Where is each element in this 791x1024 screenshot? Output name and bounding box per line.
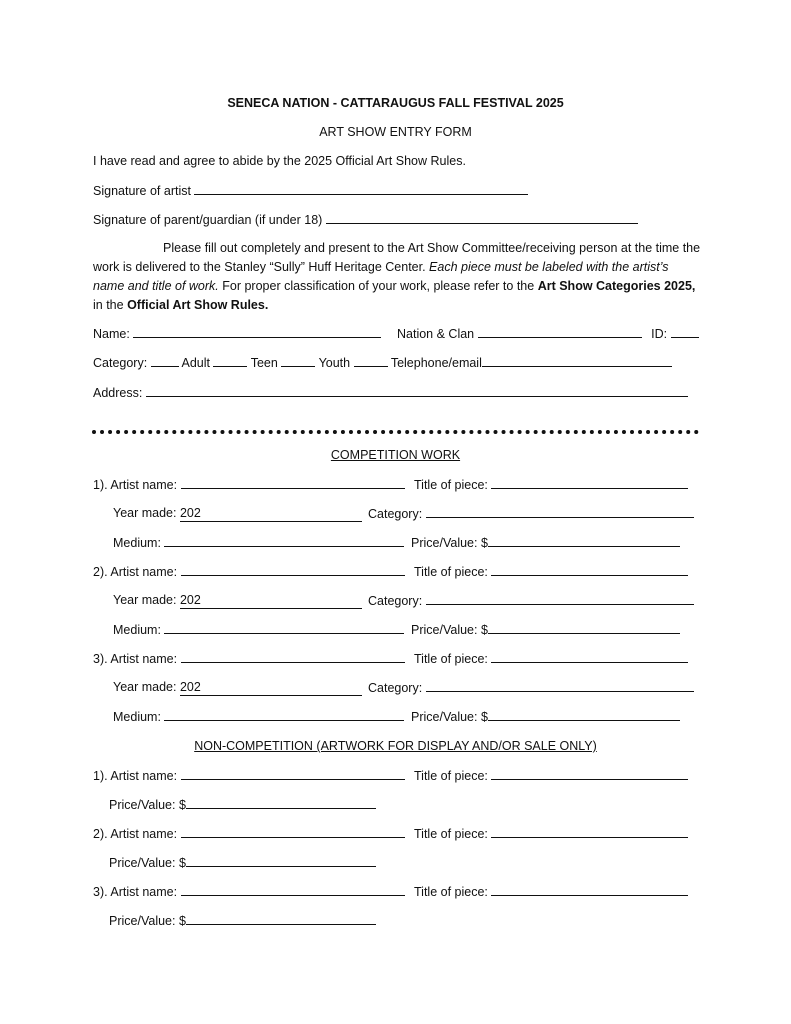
non-competition-entry-1-artist-row [93,767,405,784]
price-label: Price/Value: $ [109,856,186,870]
entry-number: 3). [93,652,108,666]
nation-clan-label: Nation & Clan [397,327,475,341]
medium-label: Medium: [113,710,161,724]
competition-entry-2-medium-row [113,621,404,638]
medium-field[interactable] [164,621,404,634]
competition-heading: COMPETITION WORK [330,448,461,462]
medium-field[interactable] [164,708,404,721]
title-of-piece-label: Title of piece: [414,827,488,841]
entry-number: 3). [93,885,108,899]
medium-field[interactable] [164,534,404,547]
artist-name-label: Artist name: [110,478,178,492]
price-field[interactable] [488,534,680,547]
artist-name-field[interactable] [181,476,405,489]
competition-entry-2-title-row [414,563,688,580]
category-field[interactable] [426,592,694,605]
year-made-label: Year made: [113,593,177,607]
title-of-piece-label: Title of piece: [414,769,488,783]
competition-entry-3-year-row [113,679,362,696]
title-of-piece-field[interactable] [491,767,688,780]
instructions-text-1: Please fill out completely and present to the Art Show Committee/receiving person at the time the work is delivered to the Stanley “Sully” Huff Heritage Center. [93,241,701,274]
year-prefix: 202 [179,680,201,694]
non-competition-entry-3-price-row [109,912,376,929]
price-field[interactable] [186,854,376,867]
name-field[interactable] [133,325,381,338]
telephone-label: Telephone/email [390,356,482,370]
artist-name-field[interactable] [181,563,405,576]
adult-checkbox-field[interactable] [151,354,179,367]
price-field[interactable] [488,708,680,721]
competition-entry-3-price-row [411,708,680,725]
non-competition-entry-1-title-row [414,767,688,784]
non-competition-entry-2-title-row [414,825,688,842]
artist-name-label: Artist name: [110,565,178,579]
category-label: Category: [368,507,423,521]
artist-name-field[interactable] [181,825,405,838]
non-competition-entry-1-price-row [109,796,376,813]
price-label: Price/Value: $ [411,536,488,550]
address-row [93,384,688,401]
medium-label: Medium: [113,623,161,637]
category-field[interactable] [426,505,694,518]
title-of-piece-label: Title of piece: [414,652,488,666]
instructions-paragraph [93,239,703,315]
teen-checkbox-field[interactable] [213,354,247,367]
name-row [93,325,381,342]
entry-number: 2). [93,827,108,841]
title-of-piece-label: Title of piece: [414,565,488,579]
instructions-text-3: For proper classification of your work, please refer to the [222,279,535,293]
competition-entry-1-category-row [368,505,694,522]
artist-signature-row [93,182,528,199]
entry-number: 1). [93,769,108,783]
form-subtitle: ART SHOW ENTRY FORM [319,125,472,139]
teen-label: Teen [250,356,278,370]
non-competition-entry-2-artist-row [93,825,405,842]
form-title: SENECA NATION - CATTARAUGUS FALL FESTIVAL 2025 [227,96,564,110]
artist-name-field[interactable] [181,767,405,780]
guardian-signature-row [93,211,638,228]
competition-entry-1-year-row [113,505,362,522]
entry-number: 2). [93,565,108,579]
competition-entry-2-artist-row [93,563,405,580]
competition-entry-3-artist-row [93,650,405,667]
year-made-label: Year made: [113,506,177,520]
guardian-signature-field[interactable] [326,211,638,224]
youth-label: Youth [318,356,351,370]
nation-clan-field[interactable] [478,325,642,338]
section-divider [92,430,699,434]
competition-entry-2-category-row [368,592,694,609]
competition-entry-2-year-row [113,592,362,609]
price-label: Price/Value: $ [109,914,186,928]
competition-entry-1-title-row [414,476,688,493]
guardian-signature-label: Signature of parent/guardian (if under 18) [93,213,323,227]
competition-entry-1-artist-row [93,476,405,493]
title-of-piece-field[interactable] [491,476,688,489]
non-competition-entry-3-title-row [414,883,688,900]
price-label: Price/Value: $ [411,710,488,724]
adult-label: Adult [181,356,210,370]
agreement-statement: I have read and agree to abide by the 2025 Official Art Show Rules. [93,154,466,168]
youth-blank-field[interactable] [354,354,388,367]
name-label: Name: [93,327,130,341]
artist-name-label: Artist name: [110,652,178,666]
non-competition-heading: NON-COMPETITION (ARTWORK FOR DISPLAY AND/OR SALE ONLY) [194,739,597,753]
competition-entry-3-category-row [368,679,694,696]
title-of-piece-label: Title of piece: [414,478,488,492]
title-of-piece-label: Title of piece: [414,885,488,899]
competition-entry-3-medium-row [113,708,404,725]
year-prefix: 202 [179,593,201,607]
instructions-italic: Each piece must be labeled with the artist’s name and title of work. [93,260,669,293]
price-field[interactable] [488,621,680,634]
instructions-categories-ref: Art Show Categories 2025, [537,279,696,293]
instructions-rules-ref: Official Art Show Rules. [127,298,269,312]
competition-entry-1-medium-row [113,534,404,551]
year-made-field[interactable] [180,679,362,696]
price-field[interactable] [186,796,376,809]
title-of-piece-field[interactable] [491,563,688,576]
youth-checkbox-field[interactable] [281,354,315,367]
competition-entry-2-price-row [411,621,680,638]
year-made-field[interactable] [180,592,362,609]
artist-signature-field[interactable] [194,182,528,195]
address-field[interactable] [146,384,688,397]
title-of-piece-field[interactable] [491,825,688,838]
title-of-piece-field[interactable] [491,650,688,663]
year-made-field[interactable] [180,505,362,522]
medium-label: Medium: [113,536,161,550]
competition-entry-3-title-row [414,650,688,667]
price-label: Price/Value: $ [411,623,488,637]
nation-clan-row [397,325,699,342]
id-field[interactable] [671,325,699,338]
non-competition-entry-3-artist-row [93,883,405,900]
address-label: Address: [93,386,143,400]
category-label: Category: [93,356,148,370]
title-of-piece-field[interactable] [491,883,688,896]
artist-name-label: Artist name: [110,769,178,783]
price-label: Price/Value: $ [109,798,186,812]
category-field[interactable] [426,679,694,692]
competition-entry-1-price-row [411,534,680,551]
year-made-label: Year made: [113,680,177,694]
artist-name-label: Artist name: [110,885,178,899]
category-label: Category: [368,681,423,695]
category-row [93,354,672,371]
year-prefix: 202 [179,506,201,520]
price-field[interactable] [186,912,376,925]
category-label: Category: [368,594,423,608]
artist-name-label: Artist name: [110,827,178,841]
entry-number: 1). [93,478,108,492]
id-label: ID: [651,327,668,341]
artist-name-field[interactable] [181,883,405,896]
non-competition-entry-2-price-row [109,854,376,871]
artist-name-field[interactable] [181,650,405,663]
artist-signature-label: Signature of artist [93,184,191,198]
instructions-text-5: in the [93,298,124,312]
telephone-field[interactable] [482,354,672,367]
